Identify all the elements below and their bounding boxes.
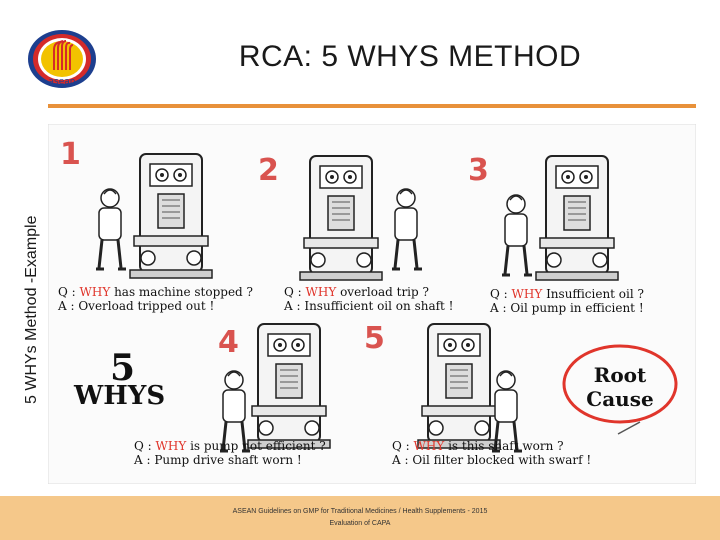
five-whys-word: WHYS xyxy=(74,381,166,411)
logo-text: asean xyxy=(48,77,76,87)
machine-illustration xyxy=(248,324,330,448)
footer xyxy=(150,506,570,530)
machine-illustration xyxy=(418,324,500,448)
panel-4-number: 4 xyxy=(218,325,239,360)
panel-1-answer: A : Overload tripped out ! xyxy=(58,299,215,313)
panel-5-number: 5 xyxy=(364,321,385,356)
panel-3-question: Q : WHY Insufficient oil ? xyxy=(490,287,644,301)
panel-2-answer: A : Insufficient oil on shaft ! xyxy=(284,299,454,313)
footer-line1: ASEAN Guidelines on GMP for Traditional Medicines / Health Supplements - 2015 xyxy=(232,508,488,515)
five-whys-figure xyxy=(48,124,696,484)
panel-5-answer: A : Oil filter blocked with swarf ! xyxy=(392,453,592,467)
five-whys-number: 5 xyxy=(110,347,136,389)
panel-1-question: Q : WHY has machine stopped ? xyxy=(58,285,253,299)
asean-logo xyxy=(26,28,98,90)
panel-3-answer: A : Oil pump in efficient ! xyxy=(490,301,644,315)
panel-2-number: 2 xyxy=(258,153,279,188)
machine-illustration xyxy=(300,156,382,280)
machine-illustration xyxy=(130,154,212,278)
panel-3-number: 3 xyxy=(468,153,489,188)
panel-5-question: Q : WHY is this shaft worn ? xyxy=(392,439,564,453)
root-cause-line2: Cause xyxy=(586,387,654,411)
footer-line2: Evaluation of CAPA xyxy=(329,520,391,527)
page-title: RCA: 5 WHYS METHOD xyxy=(238,40,582,73)
title-divider xyxy=(48,104,696,108)
side-label: 5 WHYs Method -Example xyxy=(23,215,40,404)
root-cause-line1: Root xyxy=(593,363,647,387)
machine-illustration xyxy=(536,156,618,280)
panel-2-question: Q : WHY overload trip ? xyxy=(284,285,429,299)
panel-1-number: 1 xyxy=(60,137,81,172)
panel-4-question: Q : WHY is pump not efficient ? xyxy=(134,439,326,453)
panel-4-answer: A : Pump drive shaft worn ! xyxy=(134,453,302,467)
